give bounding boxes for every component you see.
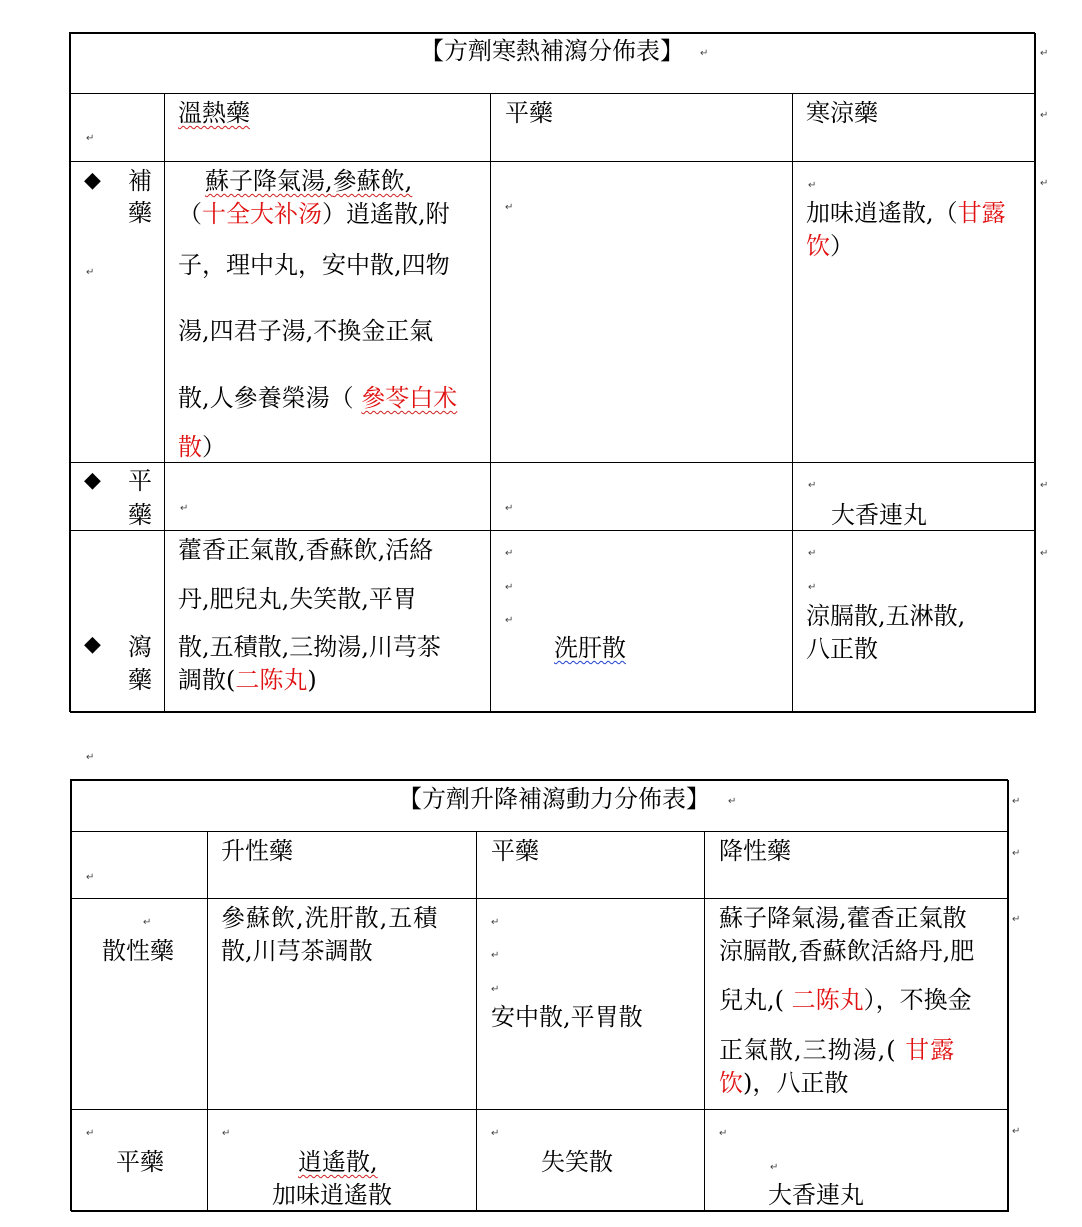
paragraph-mark: ↵: [491, 917, 500, 928]
table2-header-corner: [70, 831, 208, 899]
paragraph-mark: ↵: [505, 615, 514, 626]
text-run: 散,人參養榮湯（: [178, 384, 362, 412]
paragraph-mark: ↵: [505, 503, 514, 514]
table1-row-bu-label-2: 藥: [128, 199, 152, 227]
table1-bu-cold-line2: [806, 231, 854, 261]
table2-ping-up-line1: 逍遙散,: [298, 1148, 378, 1176]
table1-bu-warm-line1: [205, 166, 412, 196]
table1-bu-warm-line5: [178, 383, 457, 413]
table1-row-ping-label-1: 平: [128, 467, 152, 495]
table2-row-ping-label: 平藥: [116, 1148, 164, 1176]
table2-header-up-label: 升性藥: [221, 837, 293, 865]
table1-row-bu-label-1: 補: [128, 167, 152, 195]
paragraph-mark: ↵: [86, 267, 95, 278]
diamond-bullet-icon: ◆: [84, 168, 101, 193]
diamond-bullet-icon: ◆: [84, 632, 101, 657]
text-run: 加味逍遙散,（: [806, 199, 958, 227]
red-text-run: 甘露: [905, 1036, 956, 1064]
paragraph-mark: ↵: [143, 917, 152, 928]
text-run: ）逍遙散,附: [322, 200, 450, 228]
table1-xie-neutral: 洗肝散: [554, 634, 626, 662]
table2-san-down-line3: [719, 985, 972, 1015]
paragraph-mark: ↵: [86, 133, 95, 144]
paragraph-mark: ↵: [491, 1128, 500, 1139]
paragraph-mark: ↵: [808, 480, 817, 491]
paragraph-mark: ↵: [1040, 110, 1049, 121]
red-text-run: 甘露: [957, 199, 1006, 227]
red-text-run: 饮: [719, 1069, 743, 1097]
paragraph-mark: ↵: [86, 752, 95, 763]
paragraph-mark: ↵: [808, 180, 817, 191]
table2-ping-neutral: 失笑散: [541, 1148, 613, 1176]
table2-title: 【方劑升降補瀉動力分佈表】: [398, 785, 710, 813]
text-run: ）: [202, 433, 226, 461]
table1-bu-warm-line4: 湯,四君子湯,不換金正氣: [178, 317, 434, 345]
table1-xie-warm-line3: 散,五積散,三拗湯,川芎茶: [178, 633, 441, 661]
table2-san-down-line5: [719, 1068, 848, 1098]
paragraph-mark: ↵: [808, 582, 817, 593]
text-run: （: [178, 200, 202, 228]
table1-header-warm-label: 溫熱藥: [178, 99, 250, 127]
text-run: 蘇子降氣湯,: [205, 167, 333, 195]
table1-xie-cold-line2: 八正散: [806, 635, 878, 663]
text-run: ）: [830, 232, 854, 260]
table2-header-down-label: 降性藥: [719, 837, 791, 865]
paragraph-mark: ↵: [808, 548, 817, 559]
table1-bu-warm-line3: 子，理中丸，安中散,四物: [178, 251, 450, 279]
paragraph-mark: ↵: [505, 202, 514, 213]
diamond-bullet-icon: ◆: [84, 468, 101, 493]
paragraph-mark: ↵: [728, 796, 737, 807]
table1-xie-warm-line1: 藿香正氣散,香蘇飲,活絡: [178, 536, 434, 564]
red-text-run: 二陈丸: [235, 666, 308, 694]
paragraph-mark: ↵: [1012, 914, 1021, 925]
text-run: 兒丸,(: [719, 986, 792, 1014]
table1-row-xie-label-1: 瀉: [128, 633, 152, 661]
table2-san-up-line2: 散,川芎茶調散: [221, 937, 373, 965]
table1-ping-cold: 大香連丸: [831, 501, 927, 529]
table1-xie-warm-line4: [178, 665, 317, 695]
paragraph-mark: ↵: [86, 872, 95, 883]
table2-ping-up-line2: 加味逍遙散: [272, 1181, 392, 1209]
table2-row-san-label: 散性藥: [102, 937, 174, 965]
text-run: ): [307, 666, 317, 694]
table1-row-ping-label-2: 藥: [128, 501, 152, 529]
paragraph-mark: ↵: [491, 984, 500, 995]
table1-row-xie-neutral: [490, 530, 793, 712]
red-text-run: 十全大补汤: [202, 200, 322, 228]
table1-bu-cold-line1: [806, 198, 1006, 228]
text-run: )，八正散: [743, 1069, 849, 1097]
table2-san-down-line1: 蘇子降氣湯,藿香正氣散: [719, 904, 967, 932]
paragraph-mark: ↵: [491, 950, 500, 961]
table2-san-down-line4: [719, 1035, 955, 1065]
table1-bu-warm-line6: [178, 432, 226, 462]
text-run: ），不換金: [863, 986, 972, 1014]
table1-header-corner: [69, 93, 165, 162]
table1-xie-warm-line2: 丹,肥兒丸,失笑散,平胃: [178, 585, 417, 613]
paragraph-mark: ↵: [1040, 480, 1049, 491]
table1-row-ping-warm: [164, 462, 491, 531]
table2-header-neutral-label: 平藥: [491, 837, 539, 865]
table1-header-neutral-label: 平藥: [505, 99, 553, 127]
table2-san-neutral: 安中散,平胃散: [491, 1003, 643, 1031]
paragraph-mark: ↵: [770, 1162, 779, 1173]
table2-san-up-line1: 參蘇飲,洗肝散,五積: [221, 904, 439, 932]
paragraph-mark: ↵: [700, 48, 709, 59]
table1-header-cold-label: 寒涼藥: [806, 99, 878, 127]
paragraph-mark: ↵: [1040, 178, 1049, 189]
text-run: 參蘇飲,: [332, 167, 413, 195]
paragraph-mark: ↵: [180, 503, 189, 514]
paragraph-mark: ↵: [505, 582, 514, 593]
table1-row-bu-neutral: [490, 161, 793, 463]
table1-title: 【方劑寒熱補瀉分佈表】: [420, 37, 684, 65]
paragraph-mark: ↵: [222, 1128, 231, 1139]
paragraph-mark: ↵: [505, 548, 514, 559]
text-run: 正氣散,三拗湯,(: [719, 1036, 906, 1064]
red-text-run: 饮: [806, 232, 830, 260]
paragraph-mark: ↵: [1040, 48, 1049, 59]
table1-row-ping-neutral: [490, 462, 793, 531]
table2-row-san-label-cell: [70, 898, 208, 1110]
paragraph-mark: ↵: [1040, 548, 1049, 559]
paragraph-mark: ↵: [719, 1128, 728, 1139]
table1-bu-warm-line2: [178, 199, 450, 229]
paragraph-mark: ↵: [86, 1128, 95, 1139]
paragraph-mark: ↵: [1012, 848, 1021, 859]
text-run: 調散(: [178, 666, 236, 694]
red-text-run: 參苓白术: [361, 384, 458, 412]
table1-row-xie-label-2: 藥: [128, 666, 152, 694]
table2-san-down-line2: 涼膈散,香蘇飲活絡丹,肥: [719, 937, 975, 965]
red-text-run: 散: [178, 433, 202, 461]
paragraph-mark: ↵: [1012, 796, 1021, 807]
paragraph-mark: ↵: [1012, 1126, 1021, 1137]
table1-xie-cold-line1: 涼膈散,五淋散,: [806, 602, 966, 630]
red-text-run: 二陈丸: [791, 986, 864, 1014]
table2-ping-down: 大香連丸: [768, 1181, 864, 1209]
